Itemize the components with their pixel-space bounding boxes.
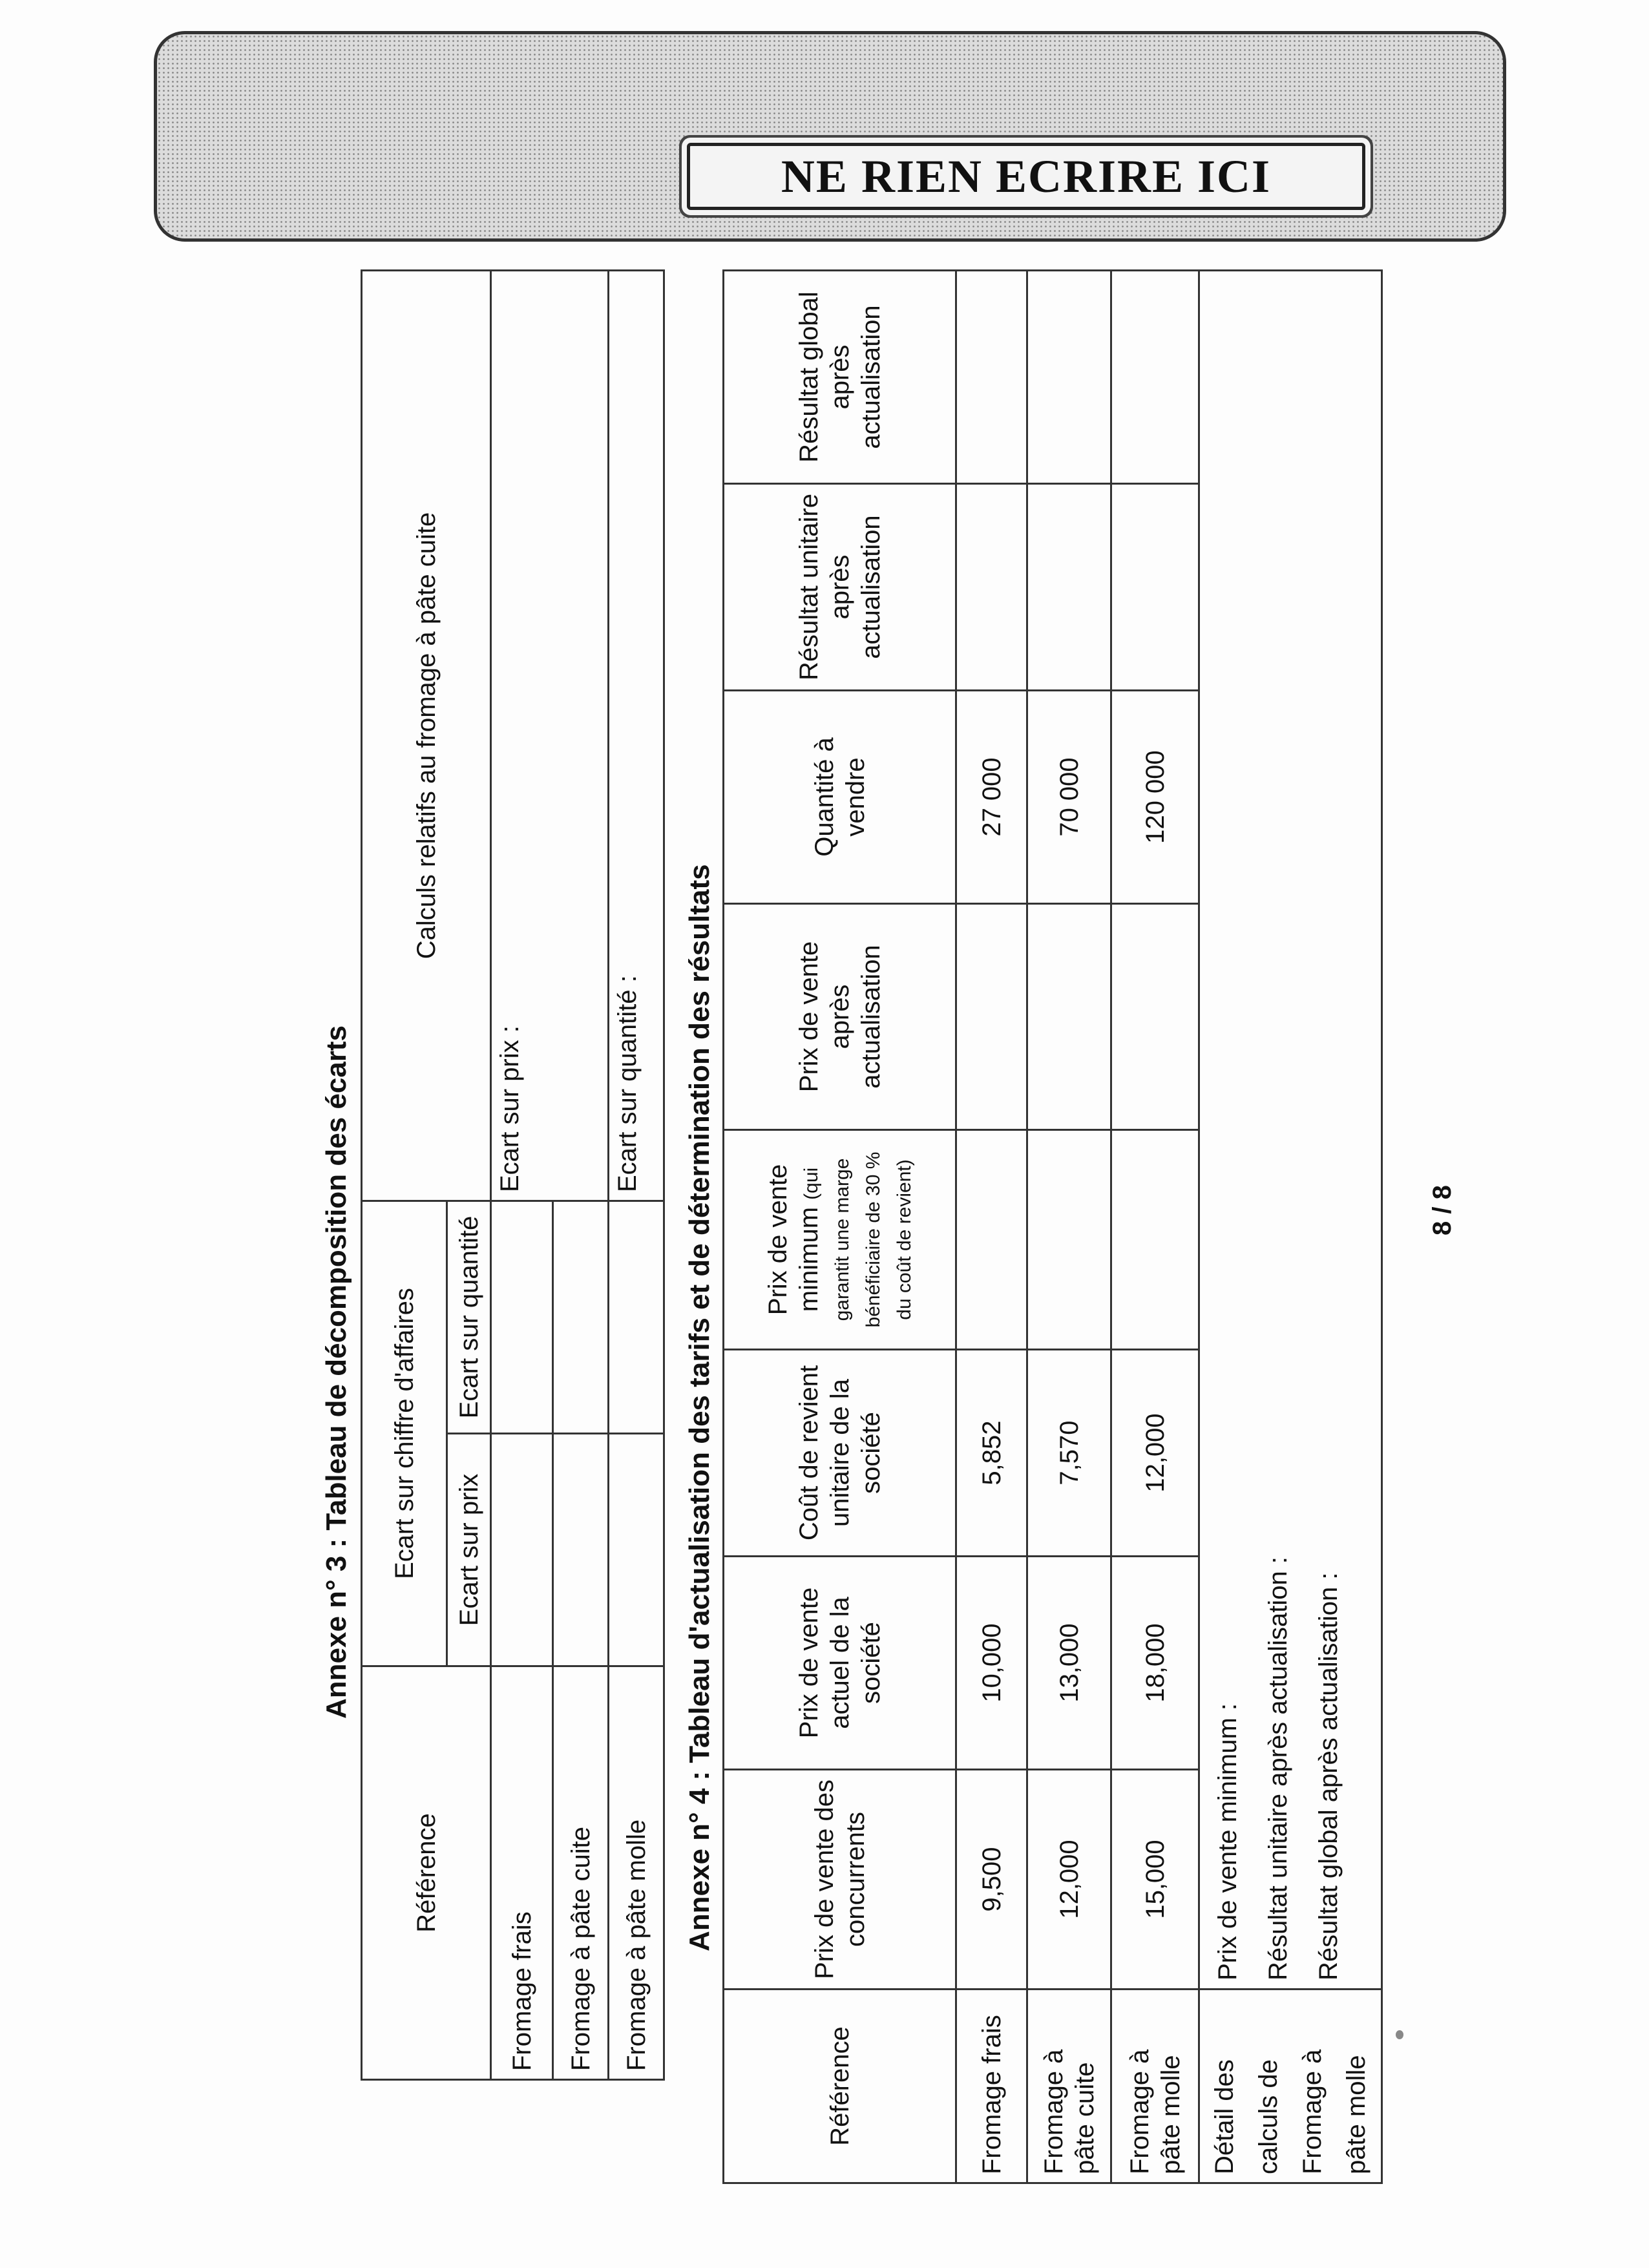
annexe3-header-ecart-ca: Ecart sur chiffre d'affaires (362, 1201, 447, 1666)
annexe4-concurrents: 9,500 (956, 1770, 1027, 1990)
annexe4-header-prix-minimum (724, 1130, 956, 1350)
annexe4-header-prix-actuel: Prix de vente actuel de la société (724, 1557, 956, 1770)
annexe4-quantite: 120 000 (1111, 691, 1199, 904)
annexe3-cell (609, 1434, 664, 1666)
annexe4-header-prix-apres: Prix de vente après actualisation (724, 904, 956, 1130)
annexe3-title: Annexe n° 3 : Tableau de décomposition des écarts (320, 1025, 352, 1719)
annexe4-cell (956, 904, 1027, 1130)
annexe3-cell (491, 1201, 553, 1434)
annexe4-cell (956, 484, 1027, 691)
annexe4-detail-area (1199, 271, 1382, 1990)
annexe4-actuel: 13,000 (1027, 1557, 1111, 1770)
annexe3-table (361, 269, 665, 2081)
annexe4-quantite: 70 000 (1027, 691, 1111, 904)
annexe4-concurrents: 12,000 (1027, 1770, 1111, 1990)
annexe4-detail-label: Détail des calculs de Fromage à pâte molle (1199, 1990, 1382, 2183)
detail-line-resultat-unitaire: Résultat unitaire après actualisation : (1264, 1557, 1292, 1980)
annexe3-cell (491, 1434, 553, 1666)
annexe4-header-cout-revient: Coût de revient unitaire de la société (724, 1350, 956, 1557)
annexe4-cell (1111, 484, 1199, 691)
annexe4-cell (1027, 271, 1111, 484)
annexe3-row-label: Fromage à pâte cuite (553, 1666, 609, 2080)
annexe3-cell (553, 1434, 609, 1666)
annexe4-actuel: 18,000 (1111, 1557, 1199, 1770)
annexe4-title: Annexe n° 4 : Tableau d'actualisation des tarifs et de détermination des résultats (684, 864, 715, 1951)
annexe4-header-reference: Référence (724, 1990, 956, 2183)
annexe4-cell (956, 1130, 1027, 1350)
header-band (154, 31, 1506, 242)
detail-line-resultat-global: Résultat global après actualisation : (1314, 1572, 1343, 1980)
prix-minimum-main: Prix de vente minimum (763, 1164, 823, 1316)
rotated-page-content (320, 271, 1456, 2184)
annexe4-concurrents: 15,000 (1111, 1770, 1199, 1990)
scan-speck (1396, 2030, 1403, 2039)
detail-line-prix-minimum: Prix de vente minimum : (1213, 1703, 1242, 1980)
annexe4-header-resultat-global: Résultat global après actualisation (724, 271, 956, 484)
annexe3-row-label: Fromage à pâte molle (609, 1666, 664, 2080)
annexe4-table (722, 269, 1383, 2184)
annexe4-cell (1111, 904, 1199, 1130)
annexe3-header-reference: Référence (362, 1666, 491, 2080)
annexe3-calc-quantite: Ecart sur quantité : (609, 271, 664, 1201)
prix-minimum-note: (qui garantit une marge bénéficiaire de 30 % du coût de revient) (800, 1151, 915, 1328)
annexe3-calc-prix: Ecart sur prix : (491, 271, 609, 1201)
annexe4-cell (1027, 484, 1111, 691)
annexe4-cout: 5,852 (956, 1350, 1027, 1557)
annexe4-cell (1111, 1130, 1199, 1350)
annexe4-row-label: Fromage à pâte cuite (1027, 1990, 1111, 2183)
annexe3-cell (553, 1201, 609, 1434)
annexe4-header-prix-concurrents: Prix de vente des concurrents (724, 1770, 956, 1990)
annexe3-header-calculs: Calculs relatifs au fromage à pâte cuite (362, 271, 491, 1201)
annexe4-cell (1027, 904, 1111, 1130)
annexe4-actuel: 10,000 (956, 1557, 1027, 1770)
banner-title: NE RIEN ECRIRE ICI (687, 143, 1365, 210)
annexe4-quantite: 27 000 (956, 691, 1027, 904)
annexe3-cell (609, 1201, 664, 1434)
annexe4-cell (1027, 1130, 1111, 1350)
annexe4-cout: 7,570 (1027, 1350, 1111, 1557)
annexe3-header-ecart-quantite: Ecart sur quantité (447, 1201, 491, 1434)
annexe4-cell (1111, 271, 1199, 484)
annexe4-cout: 12,000 (1111, 1350, 1199, 1557)
annexe4-row-label: Fromage à pâte molle (1111, 1990, 1199, 2183)
annexe4-row-label: Fromage frais (956, 1990, 1027, 2183)
annexe4-header-resultat-unitaire: Résultat unitaire après actualisation (724, 484, 956, 691)
annexe3-header-ecart-prix: Ecart sur prix (447, 1434, 491, 1666)
annexe3-row-label: Fromage frais (491, 1666, 553, 2080)
annexe4-header-quantite: Quantité à vendre (724, 691, 956, 904)
annexe4-cell (956, 271, 1027, 484)
page-number: 8 / 8 (1428, 1185, 1456, 1235)
